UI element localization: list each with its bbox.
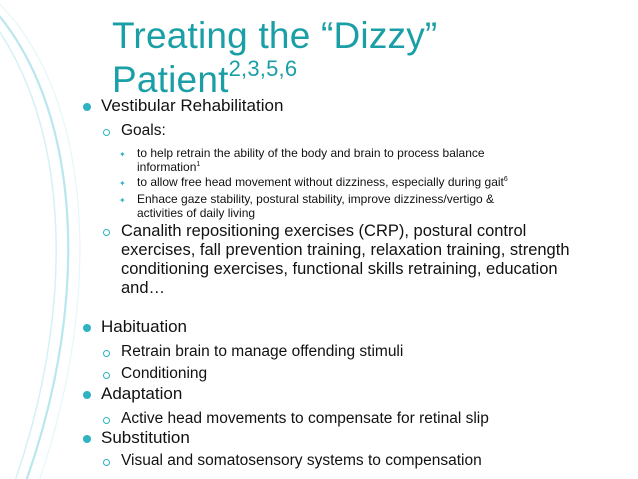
slide-title-text: Treating the “Dizzy” Patient [112,15,438,100]
sub-bullet-icon [103,350,110,357]
bullet-icon [83,103,91,111]
adaptation-label: Adaptation [101,384,183,403]
sub-bullet-icon [103,129,110,136]
habituation-label: Habituation [101,317,188,336]
crp-line-3: conditioning exercises, functional skills retraining, education [121,260,558,278]
goal-1-reference: 1 [196,161,201,168]
diamond-bullet-icon: ✦ [119,196,126,205]
diamond-bullet-icon: ✦ [119,179,126,188]
goal-3-line-1: Enhace gaze stability, postural stability, improve dizziness/vertigo & [137,192,495,206]
goal-2-reference: 6 [503,176,508,183]
goal-1-line-1: to help retrain the ability of the body and brain to process balance [137,146,485,160]
title-references: 2,3,5,6 [228,56,298,81]
crp-line-4: and… [121,279,166,297]
sub-bullet-icon [103,229,110,236]
substitution-label: Substitution [101,428,190,447]
substitution-item-1: Visual and somatosensory systems to compensation [121,452,482,469]
habituation-item-2: Conditioning [121,365,208,382]
goal-1-line-2: information$^1$ [137,160,201,174]
adaptation-item-1: Active head movements to compensate for retinal slip [121,410,489,427]
vestibular-rehab-label: Vestibular Rehabilitation [101,96,284,115]
habituation-item-1: Retrain brain to manage offending stimuli [121,343,404,360]
bullet-icon [83,391,91,399]
crp-line-1: Canalith repositioning exercises (CRP), postural control [121,222,527,240]
sub-bullet-icon [103,372,110,379]
goal-2: to allow free head movement without dizziness, especially during gait$^6$ [137,175,508,189]
bullet-icon [83,324,91,332]
bullet-icon [83,435,91,443]
sub-bullet-icon [103,417,110,424]
diamond-bullet-icon: ✦ [119,150,126,159]
sub-bullet-icon [103,459,110,466]
goals-label: Goals: [121,122,166,139]
crp-line-2: exercises, fall prevention training, relaxation training, strength [121,241,570,259]
goal-3-line-2: activities of daily living [137,206,256,220]
slide-title [112,14,612,102]
decorative-curve [0,0,110,479]
